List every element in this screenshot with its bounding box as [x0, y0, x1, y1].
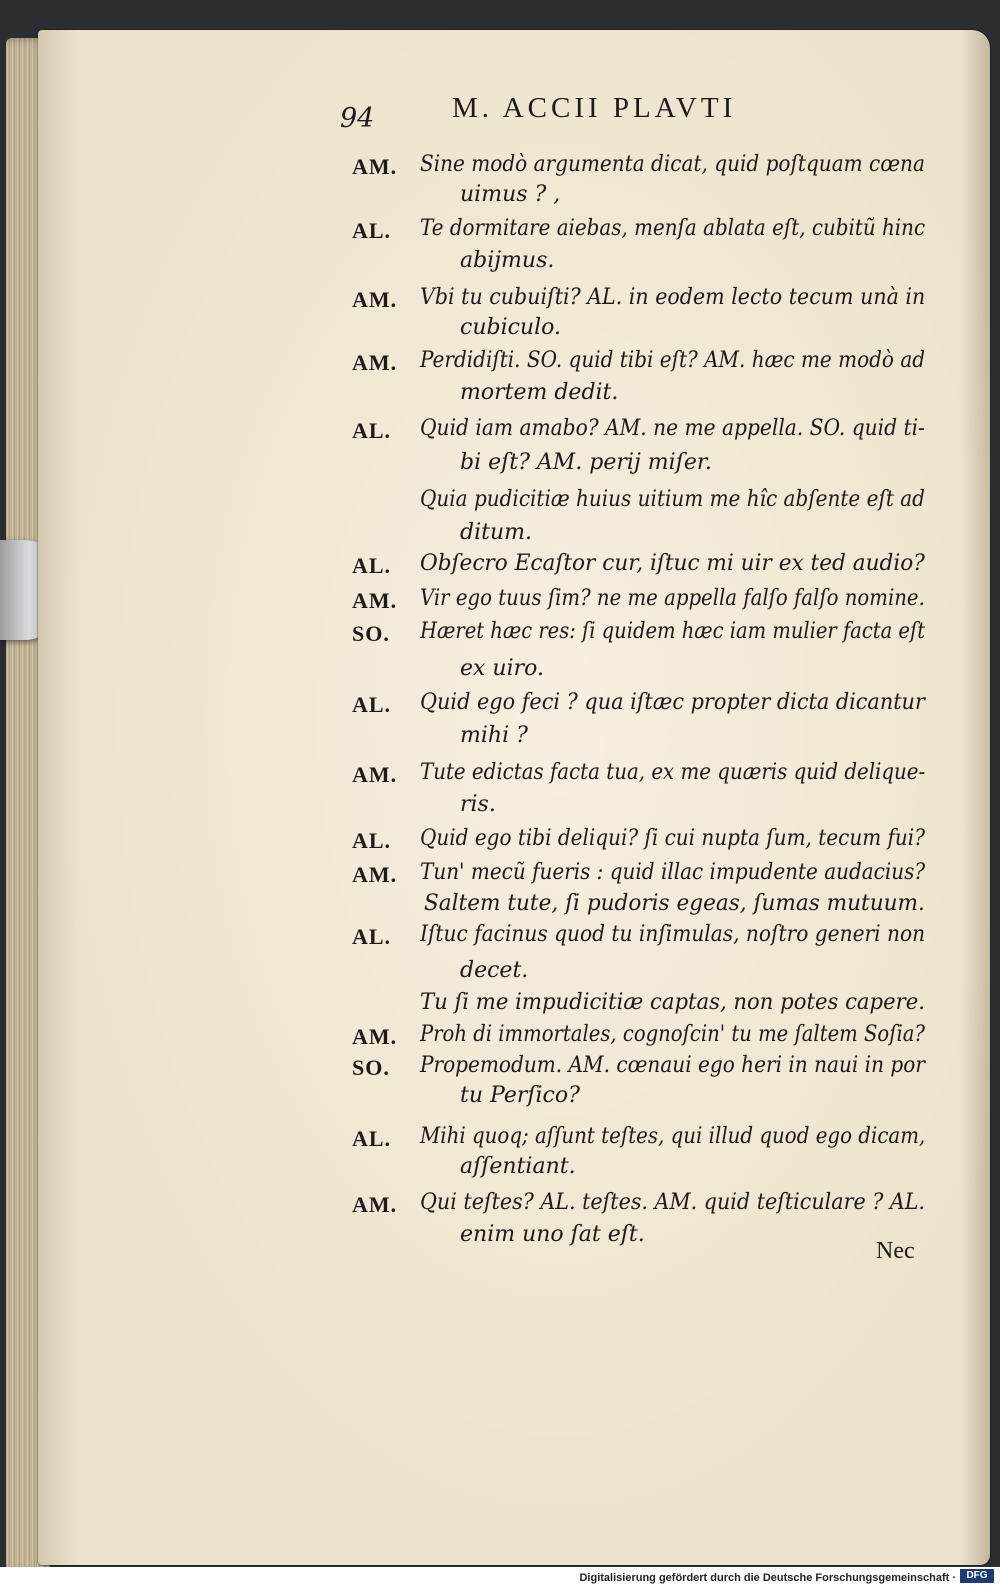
speaker-label: AM. [352, 154, 398, 179]
verse-line: Quid ego feci ? qua iſtæc propter dicta dicantur [420, 690, 925, 715]
dfg-logo-icon: DFG [960, 1569, 994, 1583]
verse-line: Iſtuc facinus quod tu inſimulas, noſtro generi non [420, 922, 926, 947]
speaker-label: AM. [352, 1024, 398, 1049]
speaker-label: AM. [352, 287, 398, 312]
verse-line: Quid iam amabo? AM. ne me appella. SO. quid ti- [420, 416, 925, 441]
verse-line: Propemodum. AM. cœnaui ego heri in naui in por [420, 1053, 925, 1078]
speaker-label: AM. [352, 588, 398, 613]
speaker-label: AL. [352, 418, 392, 443]
speaker-label: AL. [352, 692, 392, 717]
verse-line: Quid ego tibi deliqui? ſi cui nupta ſum, tecum fui? [420, 826, 925, 851]
verse-continuation: Quia pudicitiæ huius uitium me hîc abſente eſt ad [420, 487, 925, 512]
speaker-label: AM. [352, 762, 398, 787]
speaker-label: AM. [352, 862, 398, 887]
verse-continuation: ris. [460, 792, 496, 817]
speaker-label: AL. [352, 1126, 392, 1151]
footer-bar [0, 1567, 1000, 1585]
verse-continuation: mihi ? [460, 723, 528, 748]
verse-continuation: ex uiro. [460, 656, 544, 681]
verse-continuation: uimus ? , [460, 182, 561, 207]
verse-line: Mihi quoq; aſſunt teſtes, qui illud quod ego dicam, [420, 1124, 926, 1149]
verse-line: Proh di immortales, cognoſcin' tu me ſaltem Soſia? [420, 1022, 925, 1047]
speaker-label: AL. [352, 553, 392, 578]
verse-line: Vir ego tuus ſim? ne me appella falſo falſo nomine. [420, 586, 925, 611]
verse-line: Vbi tu cubuiſti? AL. in eodem lecto tecum unà in [420, 285, 926, 310]
verse-continuation: enim uno ſat eſt. [460, 1222, 645, 1247]
verse-continuation: cubiculo. [460, 315, 561, 340]
footer-credit: Digitalisierung gefördert durch die Deutsche Forschungsgemeinschaft · [579, 1572, 956, 1584]
speaker-label: SO. [352, 1055, 390, 1080]
verse-continuation: abijmus. [460, 248, 555, 273]
verse-continuation: Tu ſi me impudicitiæ captas, non potes capere. [420, 990, 925, 1015]
verse-continuation: ditum. [460, 520, 532, 545]
speaker-label: AL. [352, 828, 392, 853]
verse-continuation: decet. [460, 958, 529, 983]
verse-continuation: tu Perſico? [460, 1083, 580, 1108]
catchword: Nec [876, 1238, 915, 1264]
verse-line: Obſecro Ecaſtor cur, iſtuc mi uir ex ted audio? [420, 551, 925, 576]
verse-line: Sine modò argumenta dicat, quid poſtquam cœna [420, 152, 925, 177]
page-number: 94 [340, 103, 375, 134]
speaker-label: AM. [352, 350, 398, 375]
verse-continuation: Saltem tute, ſi pudoris egeas, ſumas mutuum. [424, 891, 925, 916]
verse-line: Hæret hæc res: ſi quidem hæc iam mulier facta eſt [420, 619, 926, 644]
verse-line: Tun' mecũ fueris : quid illac impudente audacius? [420, 860, 926, 885]
verse-line: Tute edictas facta tua, ex me quæris quid delique- [420, 760, 926, 785]
verse-continuation: bi eſt? AM. perij miſer. [460, 450, 712, 475]
speaker-label: AM. [352, 1192, 398, 1217]
verse-line: Qui teſtes? AL. teſtes. AM. quid teſticulare ? AL. [420, 1190, 926, 1215]
verse-line: Te dormitare aiebas, menſa ablata eſt, cubitũ hinc [420, 216, 926, 241]
verse-continuation: mortem dedit. [460, 380, 619, 405]
speaker-label: AL. [352, 218, 392, 243]
speaker-label: SO. [352, 621, 390, 646]
verse-line: Perdidiſti. SO. quid tibi eſt? AM. hæc me modò ad [420, 348, 926, 373]
speaker-label: AL. [352, 924, 392, 949]
verse-continuation: aſſentiant. [460, 1154, 576, 1179]
running-head: M. ACCII PLAVTI [452, 92, 737, 124]
